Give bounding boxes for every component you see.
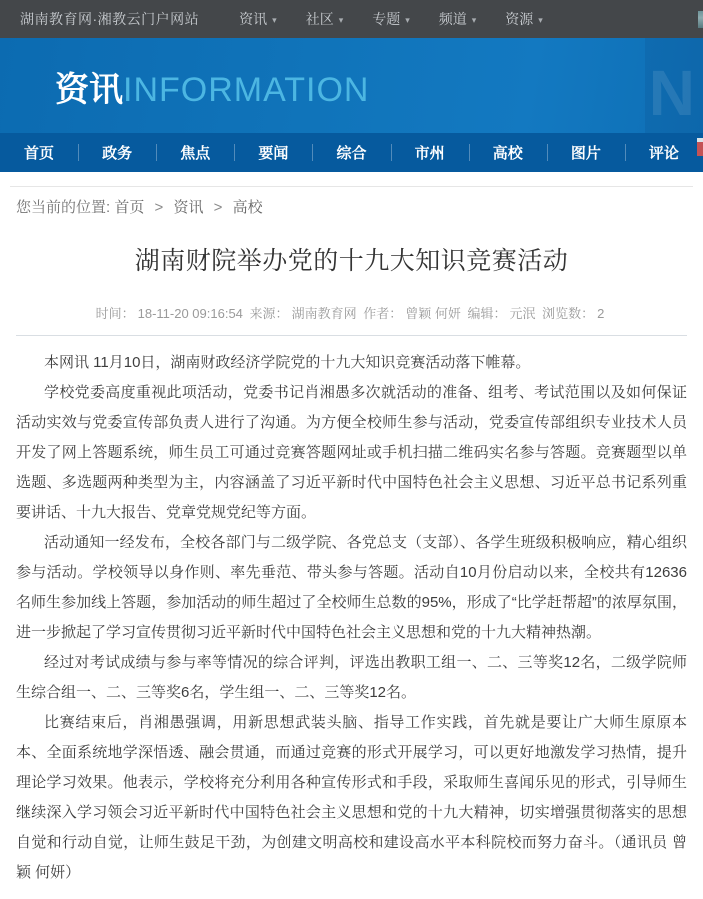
channel-title-en: INFORMATION (123, 71, 370, 109)
meta-editor-label: 编辑： (467, 306, 507, 321)
nav-item-focus[interactable]: 焦点 (156, 133, 234, 172)
banner-shade (645, 38, 703, 133)
chevron-down-icon: ▾ (338, 14, 344, 25)
topbar-menu-label: 资源 (505, 11, 534, 27)
article-paragraph: 经过对考试成绩与参与率等情况的综合评判，评选出教职工组一、二、三等奖12名，二级学院师生综合组一、二、三等奖6名，学生组一、二、三等奖12名。 (16, 654, 687, 701)
breadcrumb-separator: > (154, 199, 164, 216)
meta-time-label: 时间： (95, 306, 135, 321)
meta-views-value: 2 (597, 306, 605, 321)
nav-item-photos[interactable]: 图片 (547, 133, 625, 172)
article-meta (16, 303, 687, 322)
page-title: 湖南财院举办党的十九大知识竞赛活动 (134, 247, 569, 275)
banner-watermark: N (648, 57, 695, 129)
topbar-menu-label: 频道 (438, 11, 467, 27)
topbar-menu-resources[interactable] (505, 9, 543, 29)
chevron-down-icon: ▾ (405, 14, 410, 25)
nav-item-headlines[interactable]: 要闻 (234, 133, 312, 172)
meta-source-label: 来源： (249, 306, 289, 321)
chevron-down-icon: ▾ (538, 14, 543, 25)
breadcrumb-link-colleges[interactable]: 高校 (232, 199, 263, 216)
nav-item-politics[interactable]: 政务 (78, 133, 156, 172)
article-paragraph: 学校党委高度重视此项活动，党委书记肖湘愚多次就活动的准备、组考、考试范围以及如何保证活动实效与党委宣传部负责人进行了沟通。为方便全校师生参与活动，党委宣传部组织专业技术人员开发了网上答题系统，师生员工可通过竞赛答题网址或手机扫描二维码实名参与答题。竞赛题型以单选题、多选题两种类型为主，内容涵盖了习近平新时代中国特色社会主义思想、习近平总书记系列重要讲话、十九大报告、党章党规党纪等方面。 (16, 384, 687, 521)
article-paragraph: 比赛结束后，肖湘愚强调，用新思想武装头脑、指导工作实践，首先就是要让广大师生原原本本、全面系统地学深悟透、融会贯通，而通过竞赛的形式开展学习，可以更好地激发学习热情，提升理论学习效果。他表示，学校将充分利用各种宣传形式和手段，采取师生喜闻乐见的形式，引导师生继续深入学习领会习近平新时代中国特色社会主义思想和党的十九大精神，切实增强贯彻落实的思想自觉和行动自觉，让师生鼓足干劲，为创建文明高校和建设高水平本科院校而努力奋斗。（通讯员 曾颖 何妍） (16, 714, 687, 881)
topbar-menu-label: 专题 (372, 11, 401, 27)
topbar-menu-community[interactable] (306, 9, 344, 29)
breadcrumb (10, 187, 693, 217)
breadcrumb-container (10, 186, 693, 217)
topbar-menu-news[interactable] (239, 9, 277, 29)
channel-title-zh: 资讯 (55, 71, 123, 109)
topbar-menu-topics[interactable] (372, 9, 410, 29)
breadcrumb-separator: > (213, 199, 223, 216)
topbar-menu-channels[interactable] (439, 9, 477, 29)
nav-item-general[interactable]: 综合 (312, 133, 390, 172)
site-logo-text[interactable]: 湖南教育网·湘教云门户网站 (20, 11, 200, 27)
topbar (0, 0, 703, 38)
meta-author-label: 作者： (363, 306, 403, 321)
nav-item-colleges[interactable]: 高校 (469, 133, 547, 172)
meta-views-label: 浏览数： (542, 306, 595, 321)
topbar-menu-label: 社区 (305, 11, 334, 27)
chevron-down-icon: ▾ (471, 14, 477, 25)
nav-item-home[interactable]: 首页 (24, 145, 55, 162)
clipped-edge-fragment (698, 11, 703, 28)
meta-editor-value: 元泯 (509, 306, 536, 321)
topbar-menu (239, 9, 572, 29)
topbar-menu-label: 资讯 (239, 11, 268, 27)
article-paragraph: 本网讯 11月10日，湖南财政经济学院党的十九大知识竞赛活动落下帷幕。 (44, 354, 531, 371)
article-body (16, 348, 687, 888)
channel-banner (0, 38, 703, 133)
breadcrumb-link-news[interactable]: 资讯 (173, 199, 204, 216)
chevron-down-icon: ▾ (272, 14, 277, 25)
article-paragraph: 活动通知一经发布，全校各部门与二级学院、各党总支（支部）、各学生班级积极响应，精心组织参与活动。学校领导以身作则、率先垂范、带头参与答题。活动自10月份启动以来，全校共有12636名师生参加线上答题，参加活动的师生超过了全校师生总数的95%，形成了“比学赶帮超”的浓厚氛围，进一步掀起了学习宣传贯彻习近平新时代中国特色社会主义思想和党的十九大精神热潮。 (16, 534, 687, 641)
meta-author-value: 曾颖 何妍 (405, 306, 461, 321)
nav-item-comments[interactable]: 评论 (625, 133, 703, 172)
channel-title (55, 62, 369, 111)
meta-time-value: 18-11-20 09:16:54 (137, 306, 243, 321)
breadcrumb-link-home[interactable]: 首页 (114, 199, 145, 216)
meta-divider (16, 335, 687, 336)
clipped-sidebar-widget (697, 138, 703, 156)
breadcrumb-label: 您当前的位置: (16, 199, 111, 216)
nav-item-cities[interactable]: 市州 (391, 133, 469, 172)
article (0, 241, 703, 888)
main-nav (0, 133, 703, 172)
meta-source-value: 湖南教育网 (291, 306, 357, 321)
